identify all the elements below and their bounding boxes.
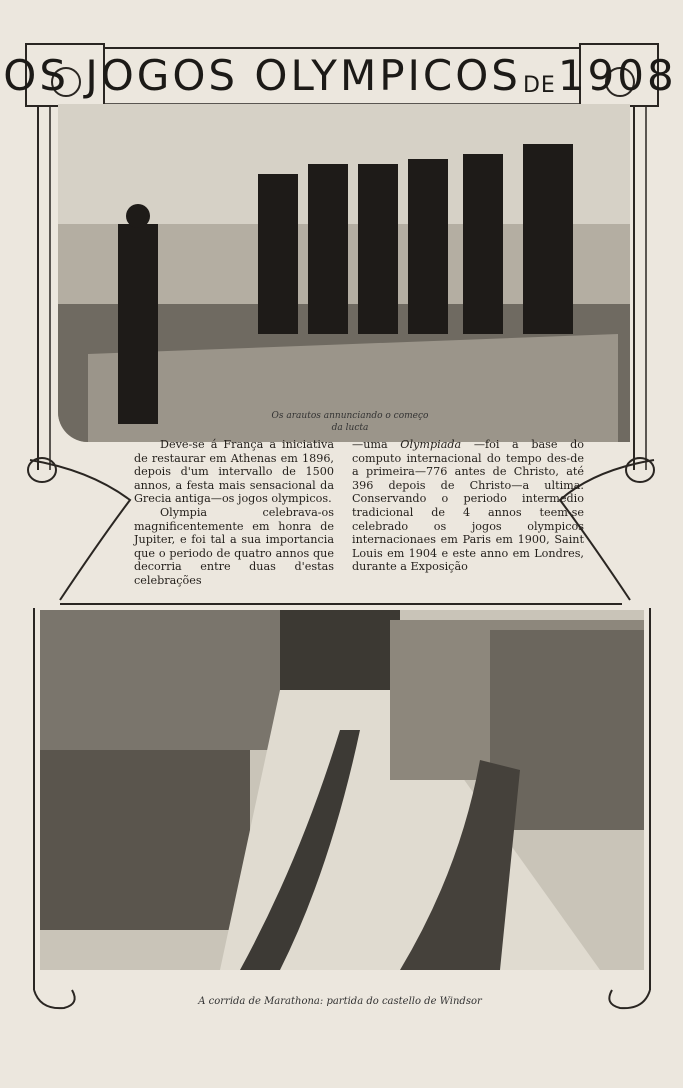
article-lead: —uma bbox=[352, 438, 388, 451]
article-paragraph: Olympia celebrava-os magnificentemente em honra de Jupiter, e foi tal a sua importancia que o periodo de quatro annos que decorria entre duas d'estas celebrações bbox=[134, 505, 334, 587]
article-paragraph: Deve-se á França a iniciativa de restaurar em Athenas em 1896, depois d'um intervallo de 1500 annos, a festa mais sensacional da Grecia antiga—os jogos olympicos. bbox=[134, 438, 334, 506]
article-paragraph bbox=[352, 438, 584, 574]
heralds-photo-image bbox=[58, 104, 630, 442]
title-connector: DE bbox=[522, 73, 556, 98]
article-column-left bbox=[134, 438, 334, 588]
page-title bbox=[3, 42, 677, 108]
article-body: —foi a base do computo internacional do tempo des-de a primeira—776 antes de Christo, até 396 depois de Christo—a ultima. Conservando o periodo intermedio tradicional de 4 annos teem-se celebrado os jogos olympicos internacionaes em Paris em 1900, Saint Louis em 1904 e este anno em Londres, durante a Exposição bbox=[352, 438, 585, 574]
article-emphasis: Olympiada bbox=[400, 438, 462, 451]
title-main: OS JOGOS OLYMPICOS bbox=[3, 50, 521, 100]
heralds-photo bbox=[58, 104, 630, 442]
top-photo-caption bbox=[240, 410, 460, 434]
marathon-photo-image bbox=[40, 610, 644, 970]
top-caption-line1: Os arautos annunciando o começo bbox=[271, 411, 429, 421]
top-caption-line2: da lucta bbox=[331, 423, 369, 433]
title-year: 1908 bbox=[557, 50, 677, 100]
marathon-photo bbox=[40, 610, 644, 970]
article-column-right bbox=[352, 438, 584, 574]
bottom-photo-caption: A corrida de Marathona: partida do castello de Windsor bbox=[198, 996, 482, 1007]
